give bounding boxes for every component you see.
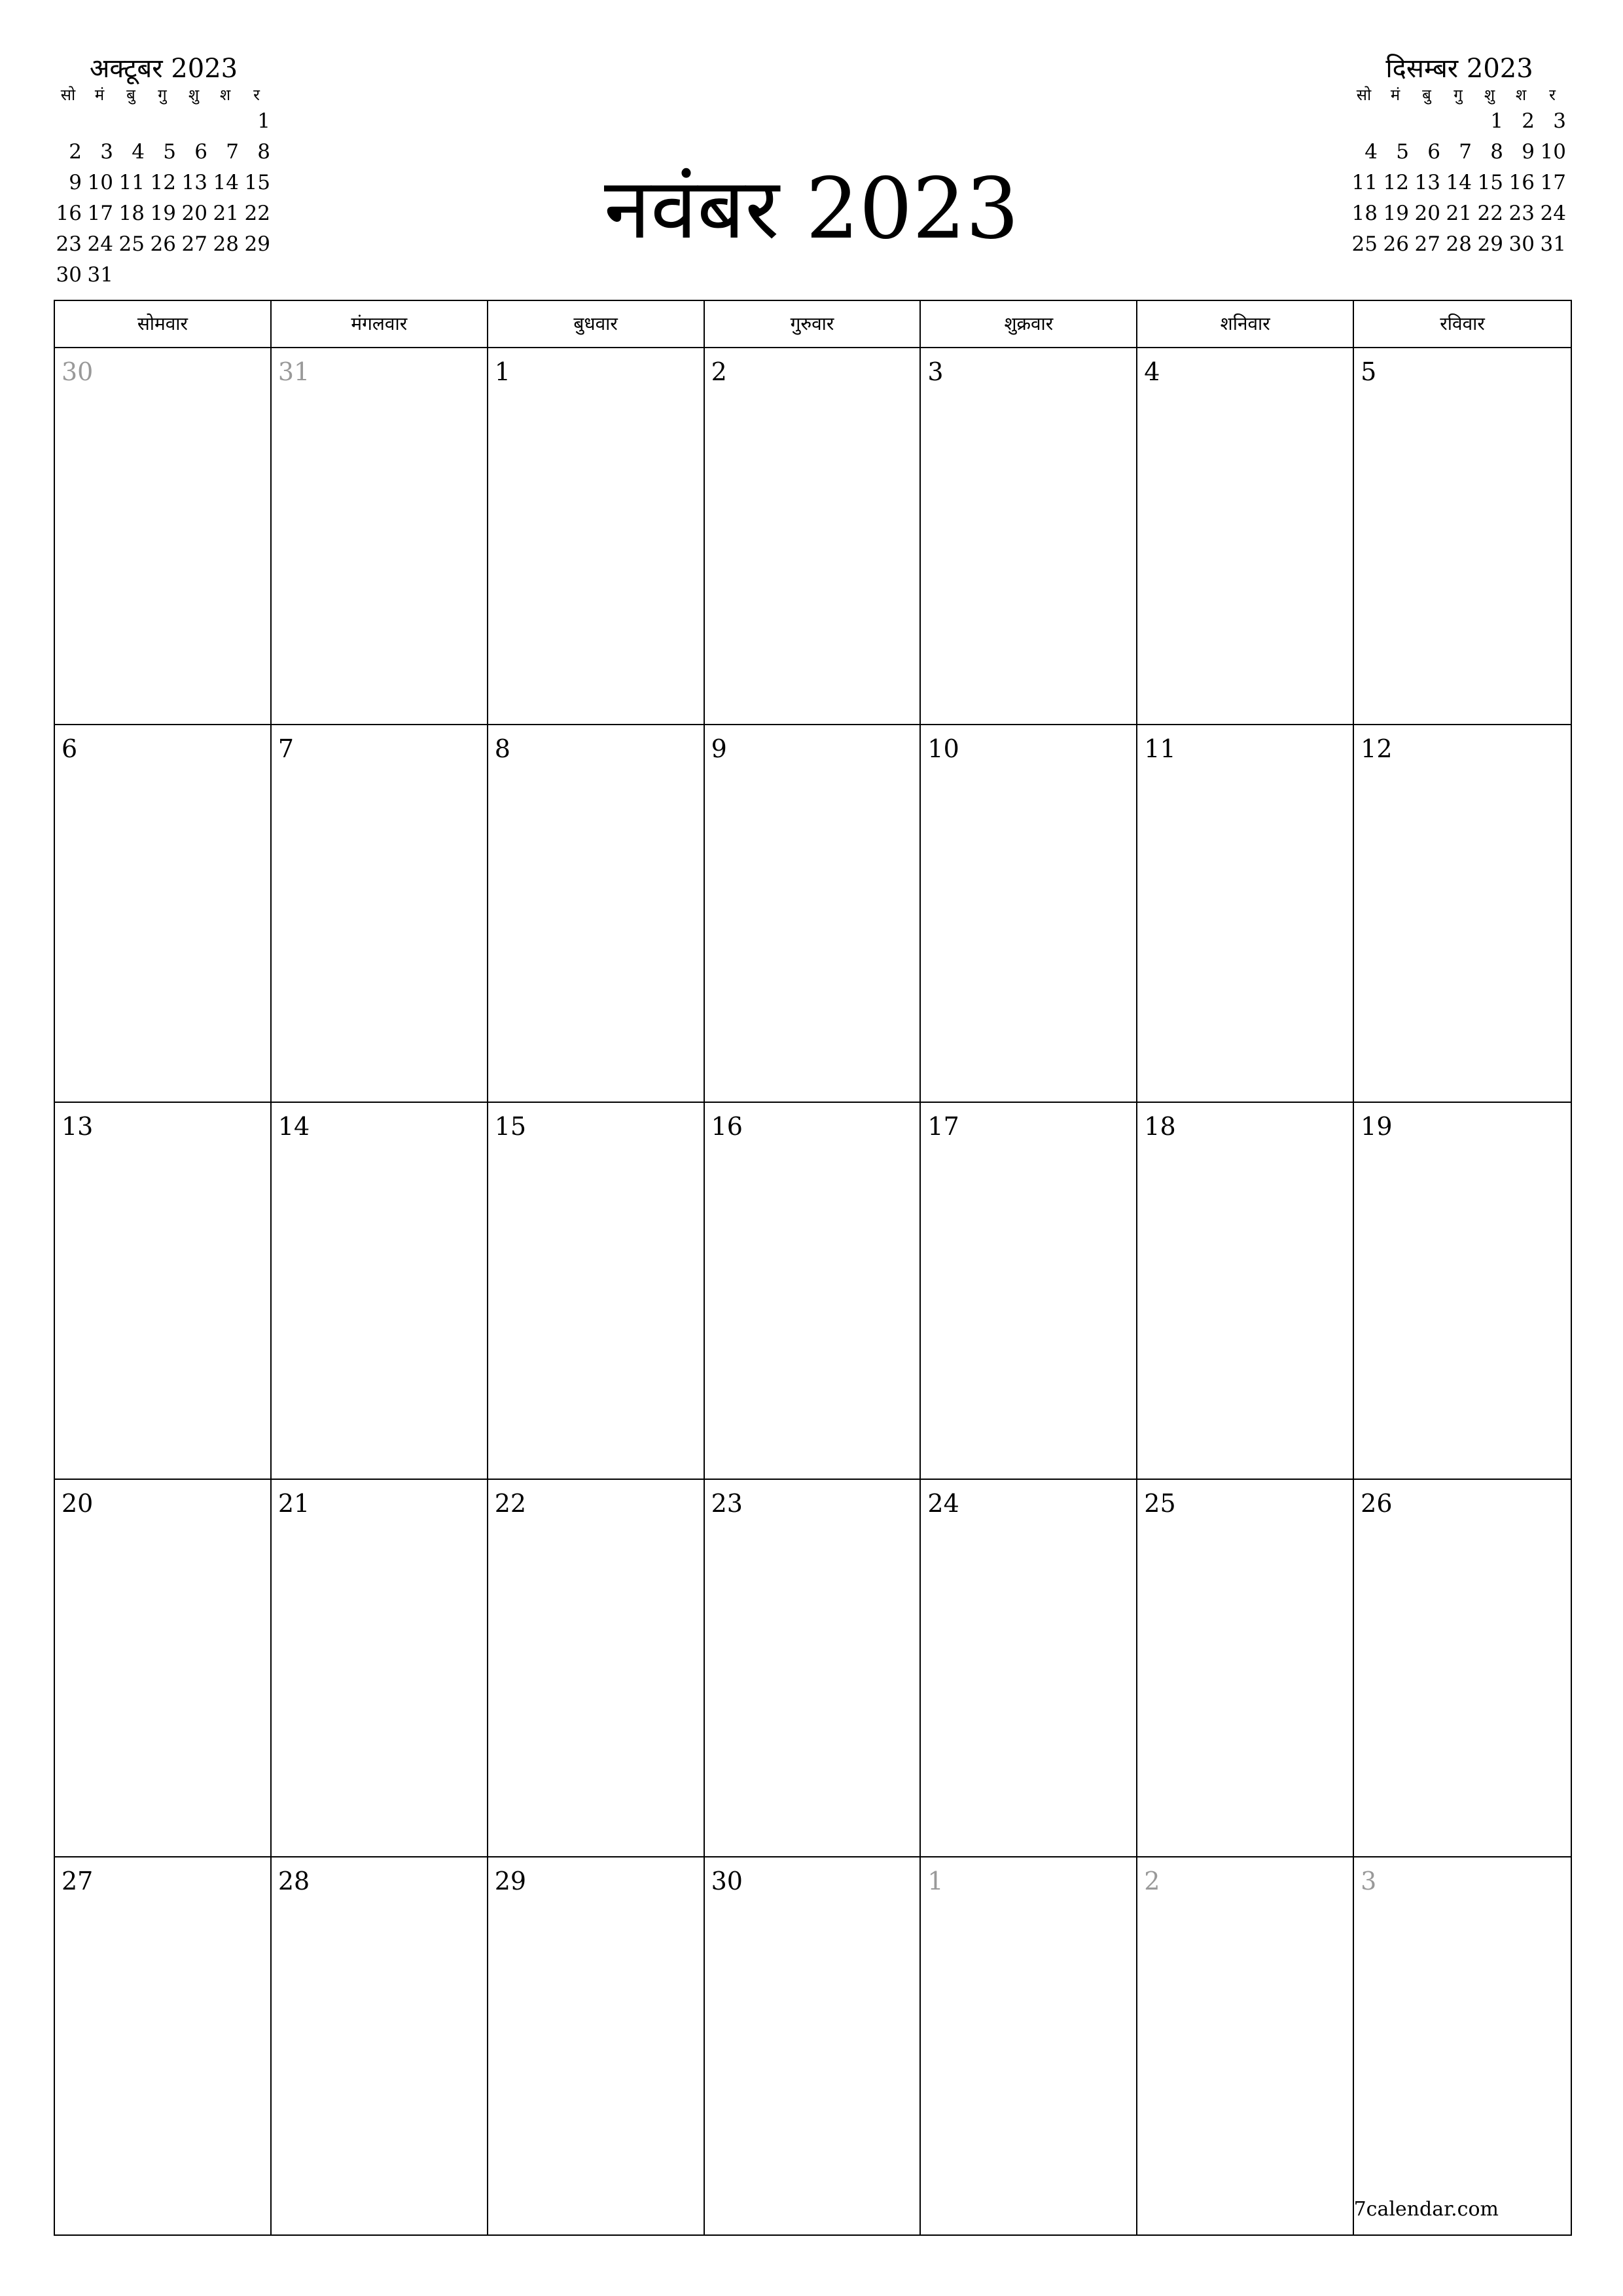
site-credit: 7calendar.com xyxy=(1353,2198,1499,2221)
mini-day: 24 xyxy=(87,232,113,256)
mini-day: 28 xyxy=(213,232,239,256)
mini-weekday: मं xyxy=(1390,86,1400,104)
mini-day: 14 xyxy=(213,171,239,194)
day-cell[interactable] xyxy=(1137,1857,1354,2234)
mini-day: 24 xyxy=(1540,202,1566,225)
day-number: 9 xyxy=(711,734,727,764)
next-month-mini-calendar xyxy=(1348,52,1571,260)
mini-weekday: शु xyxy=(188,86,200,104)
prev-month-mini-calendar xyxy=(52,52,275,291)
mini-day xyxy=(178,106,209,137)
mini-day: 20 xyxy=(181,202,207,225)
mini-day: 18 xyxy=(1351,202,1378,225)
day-number: 12 xyxy=(1361,734,1393,764)
day-cell[interactable] xyxy=(1354,725,1571,1102)
mini-day: 15 xyxy=(1477,171,1503,194)
day-number: 30 xyxy=(711,1866,743,1895)
day-cell[interactable] xyxy=(1137,1103,1354,1480)
day-number: 7 xyxy=(277,734,294,764)
mini-day: 15 xyxy=(244,171,270,194)
mini-day: 9 xyxy=(1522,140,1535,164)
day-cell[interactable] xyxy=(55,348,272,725)
day-cell[interactable] xyxy=(1137,1480,1354,1857)
day-number: 23 xyxy=(711,1489,743,1518)
mini-day: 2 xyxy=(1522,109,1535,133)
mini-weekday: गु xyxy=(1454,86,1463,104)
mini-day xyxy=(1348,106,1380,137)
mini-day: 31 xyxy=(1540,232,1566,256)
day-cell[interactable] xyxy=(488,1103,705,1480)
prev-month-days xyxy=(52,106,275,291)
day-number: 1 xyxy=(927,1866,944,1895)
mini-day: 28 xyxy=(1446,232,1472,256)
day-cell[interactable] xyxy=(55,1857,272,2234)
mini-weekday: र xyxy=(253,86,260,104)
mini-day: 5 xyxy=(1396,140,1409,164)
day-cell[interactable] xyxy=(705,348,921,725)
mini-day: 20 xyxy=(1414,202,1440,225)
day-number: 19 xyxy=(1361,1111,1393,1141)
mini-day: 14 xyxy=(1446,171,1472,194)
day-number: 1 xyxy=(494,357,510,386)
mini-day: 10 xyxy=(1540,140,1566,164)
mini-weekday: बु xyxy=(1422,86,1431,104)
day-number: 2 xyxy=(1144,1866,1160,1895)
day-cell[interactable] xyxy=(921,1103,1137,1480)
mini-day: 30 xyxy=(56,263,82,287)
mini-day: 17 xyxy=(1540,171,1566,194)
weekday-label: बुधवार xyxy=(488,301,705,347)
page-title: नवंबर 2023 xyxy=(603,160,1020,258)
day-cell[interactable] xyxy=(1354,1857,1571,2234)
day-number: 31 xyxy=(277,357,310,386)
mini-day: 26 xyxy=(1383,232,1409,256)
mini-day xyxy=(115,106,147,137)
weeks-grid xyxy=(55,348,1571,2234)
day-cell[interactable] xyxy=(705,1857,921,2234)
prev-month-title: अक्टूबर 2023 xyxy=(89,54,238,84)
mini-day: 18 xyxy=(118,202,145,225)
weekday-header-row xyxy=(55,301,1571,348)
mini-day: 23 xyxy=(1508,202,1535,225)
mini-day: 25 xyxy=(118,232,145,256)
mini-weekday: र xyxy=(1549,86,1556,104)
day-number: 6 xyxy=(62,734,78,764)
day-cell[interactable] xyxy=(272,348,488,725)
mini-day: 29 xyxy=(1477,232,1503,256)
day-cell[interactable] xyxy=(55,1480,272,1857)
mini-day: 21 xyxy=(213,202,239,225)
mini-weekday: श xyxy=(219,86,231,104)
day-cell[interactable] xyxy=(272,1103,488,1480)
mini-day: 31 xyxy=(87,263,113,287)
weekday-label: मंगलवार xyxy=(272,301,488,347)
mini-weekday: मं xyxy=(94,86,105,104)
mini-day: 7 xyxy=(1459,140,1472,164)
day-number: 29 xyxy=(494,1866,527,1895)
day-number: 16 xyxy=(711,1111,743,1141)
day-cell[interactable] xyxy=(1354,348,1571,725)
next-month-weekday-row xyxy=(1348,85,1571,105)
mini-weekday: गु xyxy=(158,86,167,104)
mini-day: 16 xyxy=(1508,171,1535,194)
mini-day: 27 xyxy=(1414,232,1440,256)
mini-weekday: शु xyxy=(1484,86,1495,104)
day-cell[interactable] xyxy=(488,348,705,725)
mini-day: 19 xyxy=(1383,202,1409,225)
next-month-title: दिसम्बर 2023 xyxy=(1385,54,1533,84)
day-cell[interactable] xyxy=(272,1857,488,2234)
mini-day xyxy=(84,106,115,137)
day-cell[interactable] xyxy=(488,1480,705,1857)
day-number: 8 xyxy=(494,734,510,764)
day-number: 2 xyxy=(711,357,727,386)
day-cell[interactable] xyxy=(921,348,1137,725)
mini-day: 13 xyxy=(1414,171,1440,194)
day-cell[interactable] xyxy=(488,725,705,1102)
day-number: 25 xyxy=(1144,1489,1176,1518)
weekday-label: गुरुवार xyxy=(705,301,921,347)
day-number: 20 xyxy=(62,1489,94,1518)
mini-day xyxy=(52,106,84,137)
day-cell[interactable] xyxy=(272,725,488,1102)
day-cell[interactable] xyxy=(921,1857,1137,2234)
day-number: 10 xyxy=(927,734,959,764)
mini-day xyxy=(178,260,209,291)
day-cell[interactable] xyxy=(272,1480,488,1857)
mini-weekday: श xyxy=(1515,86,1527,104)
mini-day: 30 xyxy=(1508,232,1535,256)
mini-day: 4 xyxy=(132,140,145,164)
mini-day: 29 xyxy=(244,232,270,256)
mini-day: 22 xyxy=(1477,202,1503,225)
next-month-days xyxy=(1348,106,1571,260)
mini-day: 10 xyxy=(87,171,113,194)
mini-day: 6 xyxy=(194,140,207,164)
day-cell[interactable] xyxy=(1137,725,1354,1102)
day-number: 13 xyxy=(62,1111,94,1141)
day-number: 24 xyxy=(927,1489,959,1518)
mini-day xyxy=(147,106,178,137)
mini-day: 6 xyxy=(1427,140,1440,164)
day-cell[interactable] xyxy=(55,725,272,1102)
day-number: 5 xyxy=(1361,357,1377,386)
day-cell[interactable] xyxy=(921,1480,1137,1857)
day-number: 17 xyxy=(927,1111,959,1141)
prev-month-weekday-row xyxy=(52,85,275,105)
mini-day: 11 xyxy=(118,171,145,194)
day-number: 18 xyxy=(1144,1111,1176,1141)
weekday-label: शनिवार xyxy=(1137,301,1354,347)
mini-day: 19 xyxy=(150,202,176,225)
mini-day xyxy=(241,260,272,291)
mini-day: 11 xyxy=(1351,171,1378,194)
mini-day: 22 xyxy=(244,202,270,225)
mini-day: 23 xyxy=(56,232,82,256)
day-number: 21 xyxy=(277,1489,310,1518)
mini-day xyxy=(147,260,178,291)
day-number: 14 xyxy=(277,1111,310,1141)
day-number: 15 xyxy=(494,1111,527,1141)
day-number: 3 xyxy=(927,357,944,386)
mini-day: 3 xyxy=(1553,109,1566,133)
mini-day: 1 xyxy=(257,109,270,133)
mini-day: 12 xyxy=(1383,171,1409,194)
mini-day: 8 xyxy=(1490,140,1503,164)
day-number: 26 xyxy=(1361,1489,1393,1518)
day-number: 3 xyxy=(1361,1866,1377,1895)
mini-day: 17 xyxy=(87,202,113,225)
mini-day: 1 xyxy=(1490,109,1503,133)
day-number: 27 xyxy=(62,1866,94,1895)
weekday-label: रविवार xyxy=(1440,313,1485,334)
day-number: 4 xyxy=(1144,357,1160,386)
day-cell[interactable] xyxy=(55,1103,272,1480)
mini-day xyxy=(115,260,147,291)
mini-day: 12 xyxy=(150,171,176,194)
mini-day: 7 xyxy=(226,140,239,164)
mini-day: 2 xyxy=(69,140,82,164)
mini-day xyxy=(1380,106,1411,137)
mini-day: 9 xyxy=(69,171,82,194)
day-number: 30 xyxy=(62,357,94,386)
day-number: 11 xyxy=(1144,734,1176,764)
day-cell[interactable] xyxy=(705,725,921,1102)
day-cell[interactable] xyxy=(705,1480,921,1857)
mini-day: 26 xyxy=(150,232,176,256)
mini-day: 25 xyxy=(1351,232,1378,256)
mini-weekday: सो xyxy=(60,86,76,104)
mini-day: 21 xyxy=(1446,202,1472,225)
mini-weekday: सो xyxy=(1356,86,1372,104)
mini-day: 5 xyxy=(163,140,176,164)
day-cell[interactable] xyxy=(488,1857,705,2234)
mini-day xyxy=(209,106,241,137)
day-cell[interactable] xyxy=(1137,348,1354,725)
mini-day: 13 xyxy=(181,171,207,194)
mini-day xyxy=(1442,106,1474,137)
day-cell[interactable] xyxy=(921,725,1137,1102)
day-number: 28 xyxy=(277,1866,310,1895)
mini-day xyxy=(1411,106,1442,137)
month-grid xyxy=(54,300,1572,2236)
weekday-label: शुक्रवार xyxy=(921,301,1137,347)
mini-day: 3 xyxy=(100,140,113,164)
mini-day: 4 xyxy=(1364,140,1378,164)
day-number: 22 xyxy=(494,1489,527,1518)
mini-day: 8 xyxy=(257,140,270,164)
mini-weekday: बु xyxy=(126,86,135,104)
day-cell[interactable] xyxy=(1354,1103,1571,1480)
mini-day xyxy=(209,260,241,291)
mini-day: 16 xyxy=(56,202,82,225)
day-cell[interactable] xyxy=(1354,1480,1571,1857)
weekday-label: सोमवार xyxy=(55,301,272,347)
mini-day: 27 xyxy=(181,232,207,256)
day-cell[interactable] xyxy=(705,1103,921,1480)
